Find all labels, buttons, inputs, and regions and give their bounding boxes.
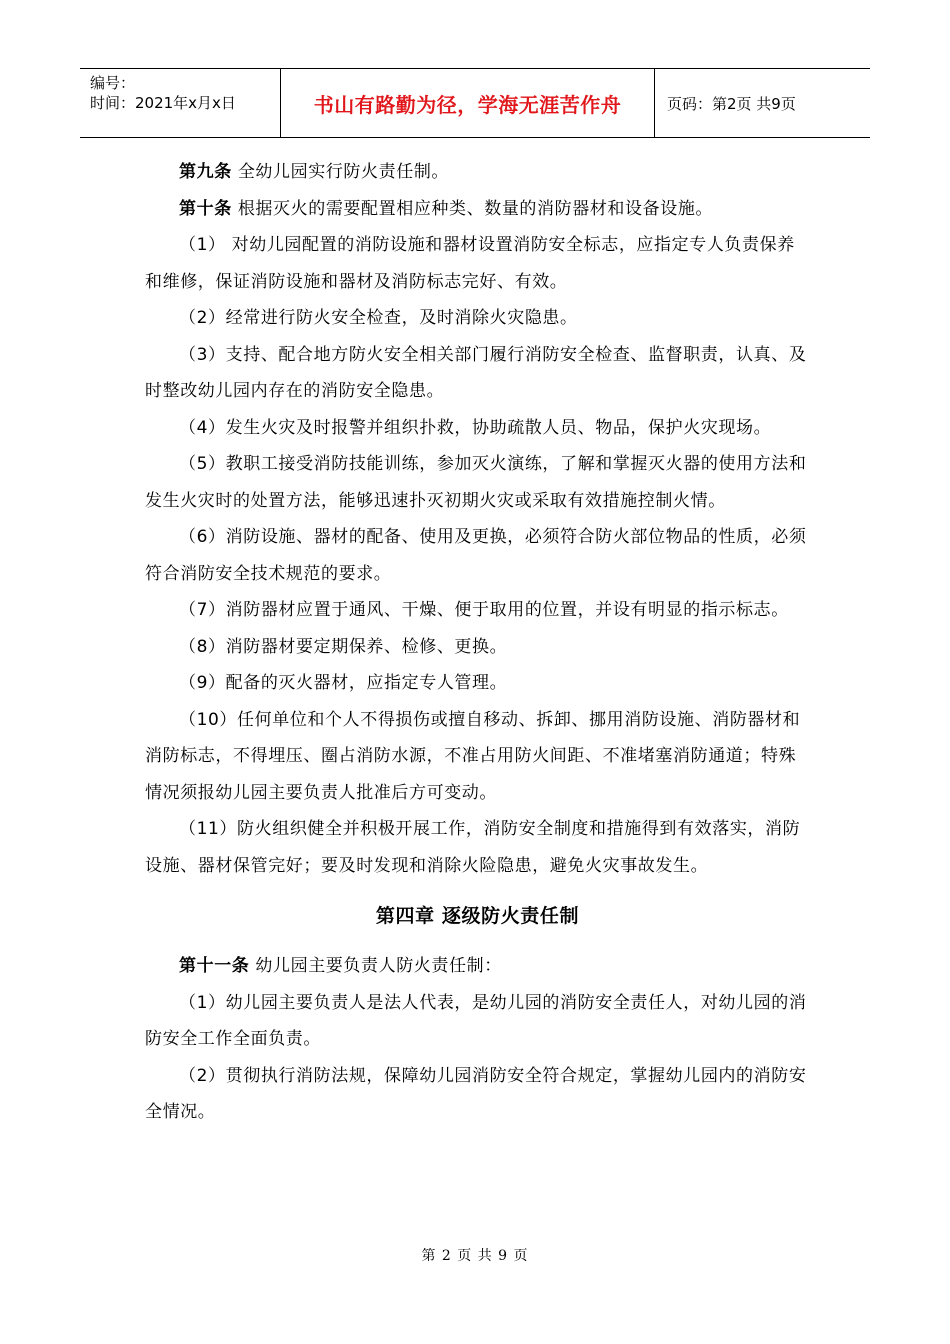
document-body <box>145 154 810 1131</box>
list-item: （11）防火组织健全并积极开展工作，消防安全制度和措施得到有效落实，消防设施、器材保管完好；要及时发现和消除火险隐患，避免火灾事故发生。 <box>145 819 801 876</box>
article-11 <box>145 948 810 985</box>
header-meta <box>80 69 281 137</box>
list-item: （7）消防器材应置于通风、干燥、便于取用的位置，并设有明显的指示标志。 <box>179 600 789 620</box>
article-9-title: 第九条 <box>179 162 232 182</box>
article-9-text: 全幼儿园实行防火责任制。 <box>231 162 450 182</box>
list-item: （2）贯彻执行消防法规，保障幼儿园消防安全符合规定，掌握幼儿园内的消防安全情况。 <box>145 1065 807 1122</box>
page-header <box>80 68 870 138</box>
list-item: （2）经常进行防火安全检查，及时消除火灾隐患。 <box>179 308 578 328</box>
list-item: （6）消防设施、器材的配备、使用及更换，必须符合防火部位物品的性质，必须符合消防安全技术规范的要求。 <box>145 527 807 584</box>
list-item: （1） 对幼儿园配置的消防设施和器材设置消防安全标志，应指定专人负责保养和维修，保证消防设施和器材及消防标志完好、有效。 <box>145 235 795 292</box>
article-10-text: 根据灭火的需要配置相应种类、数量的消防器材和设备设施。 <box>231 198 714 219</box>
number-label: 编号： <box>90 74 136 92</box>
page-footer: 第 2 页 共 9 页 <box>421 1248 529 1264</box>
list-item: （9）配备的灭火器材，应指定专人管理。 <box>179 673 508 693</box>
list-item: （3）支持、配合地方防火安全相关部门履行消防安全检查、监督职责，认真、及时整改幼儿园内存在的消防安全隐患。 <box>145 344 807 401</box>
article-9 <box>145 154 810 191</box>
list-item: （4）发生火灾及时报警并组织扑救，协助疏散人员、物品，保护火灾现场。 <box>179 417 772 438</box>
list-item: （1）幼儿园主要负责人是法人代表，是幼儿园的消防安全责任人，对幼儿园的消防安全工作全面负责。 <box>145 992 807 1049</box>
list-item: （10）任何单位和个人不得损伤或擅自移动、拆卸、挪用消防设施、消防器材和消防标志，不得埋压、圈占消防水源，不准占用防火间距、不准堵塞消防通道；特殊情况须报幼儿园主要负责人批准后方可变动。 <box>145 709 801 803</box>
time-label: 时间：2021年x月x日 <box>90 94 236 112</box>
article-10 <box>145 191 810 228</box>
list-item: （5）教职工接受消防技能训练，参加灭火演练，了解和掌握灭火器的使用方法和发生火灾时的处置方法，能够迅速扑灭初期火灾或采取有效措施控制火情。 <box>145 454 807 511</box>
article-11-text: 幼儿园主要负责人防火责任制： <box>249 956 502 976</box>
header-motto: 书山有路勤为径，学海无涯苦作舟 <box>281 69 655 137</box>
list-item: （8）消防器材要定期保养、检修、更换。 <box>179 636 508 657</box>
header-page-info: 页码：第2页 共9页 <box>667 94 796 113</box>
article-11-title: 第十一条 <box>179 956 250 976</box>
article-10-title: 第十条 <box>179 198 232 219</box>
chapter-title: 第四章 逐级防火责任制 <box>375 905 580 927</box>
